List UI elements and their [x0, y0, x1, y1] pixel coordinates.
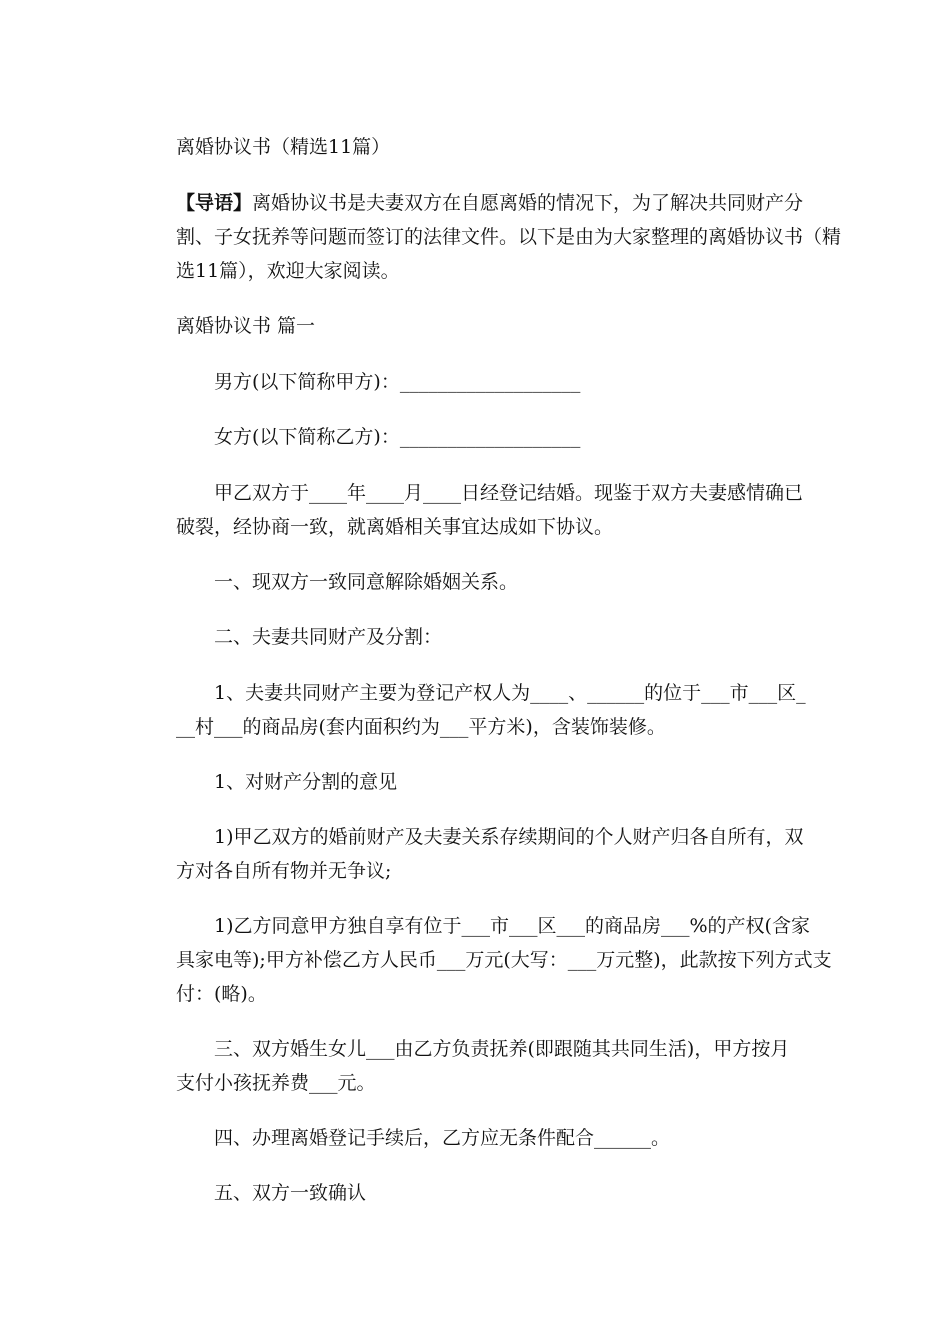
opinion-heading: 1、对财产分割的意见 [214, 771, 398, 793]
marriage-line-1: 甲乙双方于____年____月____日经登记结婚。现鉴于双方夫妻感情确已 [214, 482, 804, 504]
intro-line-3: 选11篇），欢迎大家阅读。 [176, 260, 400, 282]
clause-5: 五、双方一致确认 [214, 1182, 367, 1204]
document-title: 离婚协议书（精选11篇） [176, 136, 391, 158]
opinion-2-line-2: 具家电等);甲方补偿乙方人民币___万元(大写：___万元整)，此款按下列方式支 [176, 949, 832, 971]
clause-2: 二、夫妻共同财产及分割： [214, 626, 443, 648]
intro-tag: 【导语】 [176, 192, 253, 214]
opinion-2-line-1: 1)乙方同意甲方独自享有位于___市___区___的商品房___%的产权(含家 [214, 915, 810, 937]
marriage-line-2: 破裂，经协商一致，就离婚相关事宜达成如下协议。 [176, 516, 614, 538]
property-line-2: __村___的商品房(套内面积约为___平方米)，含装饰装修。 [176, 716, 666, 738]
property-line-1: 1、夫妻共同财产主要为登记产权人为____、______的位于___市___区_ [214, 682, 806, 704]
intro-text-1: 离婚协议书是夫妻双方在自愿离婚的情况下，为了解决共同财产分 [252, 192, 804, 214]
clause-4: 四、办理离婚登记手续后，乙方应无条件配合______。 [214, 1127, 671, 1149]
section-heading: 离婚协议书 篇一 [176, 315, 316, 337]
clause-3-line-1: 三、双方婚生女儿___由乙方负责抚养(即跟随其共同生活)，甲方按月 [214, 1038, 790, 1060]
female-party-line: 女方(以下简称乙方)：___________________ [214, 426, 581, 448]
male-party-line: 男方(以下简称甲方)：___________________ [214, 371, 581, 393]
opinion-2-line-3: 付：(略)。 [176, 983, 267, 1005]
clause-1: 一、现双方一致同意解除婚姻关系。 [214, 571, 519, 593]
intro-line-1 [176, 186, 803, 220]
opinion-1-line-1: 1)甲乙双方的婚前财产及夫妻关系存续期间的个人财产归各自所有，双 [214, 826, 804, 848]
opinion-1-line-2: 方对各自所有物并无争议; [176, 860, 392, 882]
intro-line-2: 割、子女抚养等问题而签订的法律文件。以下是由为大家整理的离婚协议书（精 [176, 226, 842, 248]
clause-3-line-2: 支付小孩抚养费___元。 [176, 1072, 376, 1094]
